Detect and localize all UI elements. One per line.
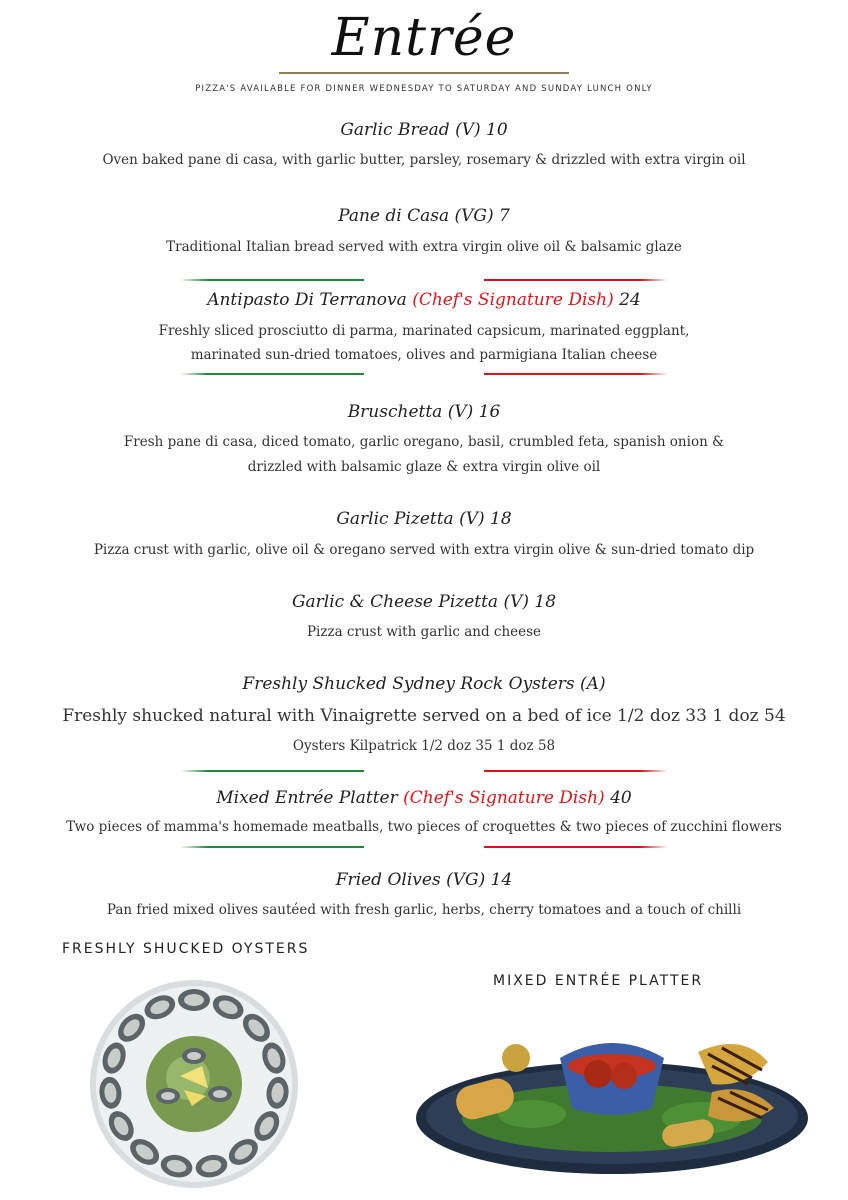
- dish-name-garlic-bread: Garlic Bread (V) 10: [340, 120, 508, 140]
- photo-label-oysters: FRESHLY SHUCKED OYSTERS: [62, 941, 310, 957]
- title-underline: [279, 72, 569, 74]
- dish-price-mixed-platter: 40: [610, 788, 632, 808]
- dish-desc-oysters-kilpatrick: Oysters Kilpatrick 1/2 doz 35 1 doz 58: [292, 738, 556, 754]
- dish-title-antipasto: Antipasto Di Terranova: [207, 290, 407, 310]
- dish-name-garlic-pizetta: Garlic Pizetta (V) 18: [336, 509, 512, 529]
- dish-name-oysters: Freshly Shucked Sydney Rock Oysters (A): [242, 674, 606, 694]
- dish-desc-antipasto-line1: Freshly sliced prosciutto di parma, marinated capsicum, marinated eggplant,: [158, 323, 690, 339]
- dish-name-pane-di-casa: Pane di Casa (VG) 7: [338, 206, 510, 226]
- dish-title-mixed-platter: Mixed Entrée Platter: [216, 788, 398, 808]
- divider-red: [484, 846, 668, 848]
- dish-desc-mixed-platter: Two pieces of mamma's homemade meatballs, two pieces of croquettes & two pieces of zucchini flowers: [66, 819, 782, 835]
- divider-red: [484, 279, 668, 281]
- dish-desc-garlic-bread: Oven baked pane di casa, with garlic butter, parsley, rosemary & drizzled with extra virgin oil: [102, 152, 746, 168]
- divider-green: [180, 770, 364, 772]
- dish-name-bruschetta: Bruschetta (V) 16: [347, 402, 501, 422]
- oysters-photo: [88, 978, 300, 1190]
- page-title: Entrée: [331, 8, 517, 68]
- dish-desc-bruschetta-line1: Fresh pane di casa, diced tomato, garlic oregano, basil, crumbled feta, spanish onion &: [123, 434, 725, 450]
- dish-desc-pane-di-casa: Traditional Italian bread served with extra virgin olive oil & balsamic glaze: [166, 239, 682, 255]
- divider-red: [484, 770, 668, 772]
- divider-red: [484, 373, 668, 375]
- divider-green: [180, 279, 364, 281]
- divider-green: [180, 846, 364, 848]
- dish-price-antipasto: 24: [619, 290, 641, 310]
- dish-name-mixed-platter: [0, 788, 848, 808]
- dish-name-fried-olives: Fried Olives (VG) 14: [335, 870, 513, 890]
- pizza-availability-note: PIZZA'S AVAILABLE FOR DINNER WEDNESDAY TO SATURDAY AND SUNDAY LUNCH ONLY: [195, 84, 653, 94]
- dish-desc-bruschetta-line2: drizzled with balsamic glaze & extra virgin olive oil: [247, 459, 601, 475]
- dish-desc-fried-olives: Pan fried mixed olives sautéed with fresh garlic, herbs, cherry tomatoes and a touch of chilli: [106, 902, 742, 918]
- mixed-platter-photo: [412, 1018, 812, 1178]
- dish-desc-garlic-pizetta: Pizza crust with garlic, olive oil & oregano served with extra virgin olive & sun-dried tomato dip: [93, 542, 755, 558]
- dish-desc-antipasto-line2: marinated sun-dried tomatoes, olives and parmigiana Italian cheese: [190, 347, 658, 363]
- divider-green: [180, 373, 364, 375]
- dish-desc-garlic-cheese-pizetta: Pizza crust with garlic and cheese: [306, 624, 542, 640]
- signature-dish-badge: (Chef's Signature Dish): [412, 290, 614, 310]
- photo-label-platter: MIXED ENTRÉE PLATTER: [493, 973, 704, 989]
- dish-name-garlic-cheese-pizetta: Garlic & Cheese Pizetta (V) 18: [291, 592, 557, 612]
- dish-desc-oysters-natural: Freshly shucked natural with Vinaigrette served on a bed of ice 1/2 doz 33 1 doz 54: [62, 706, 786, 726]
- signature-dish-badge: (Chef's Signature Dish): [403, 788, 605, 808]
- dish-name-antipasto: [0, 290, 848, 310]
